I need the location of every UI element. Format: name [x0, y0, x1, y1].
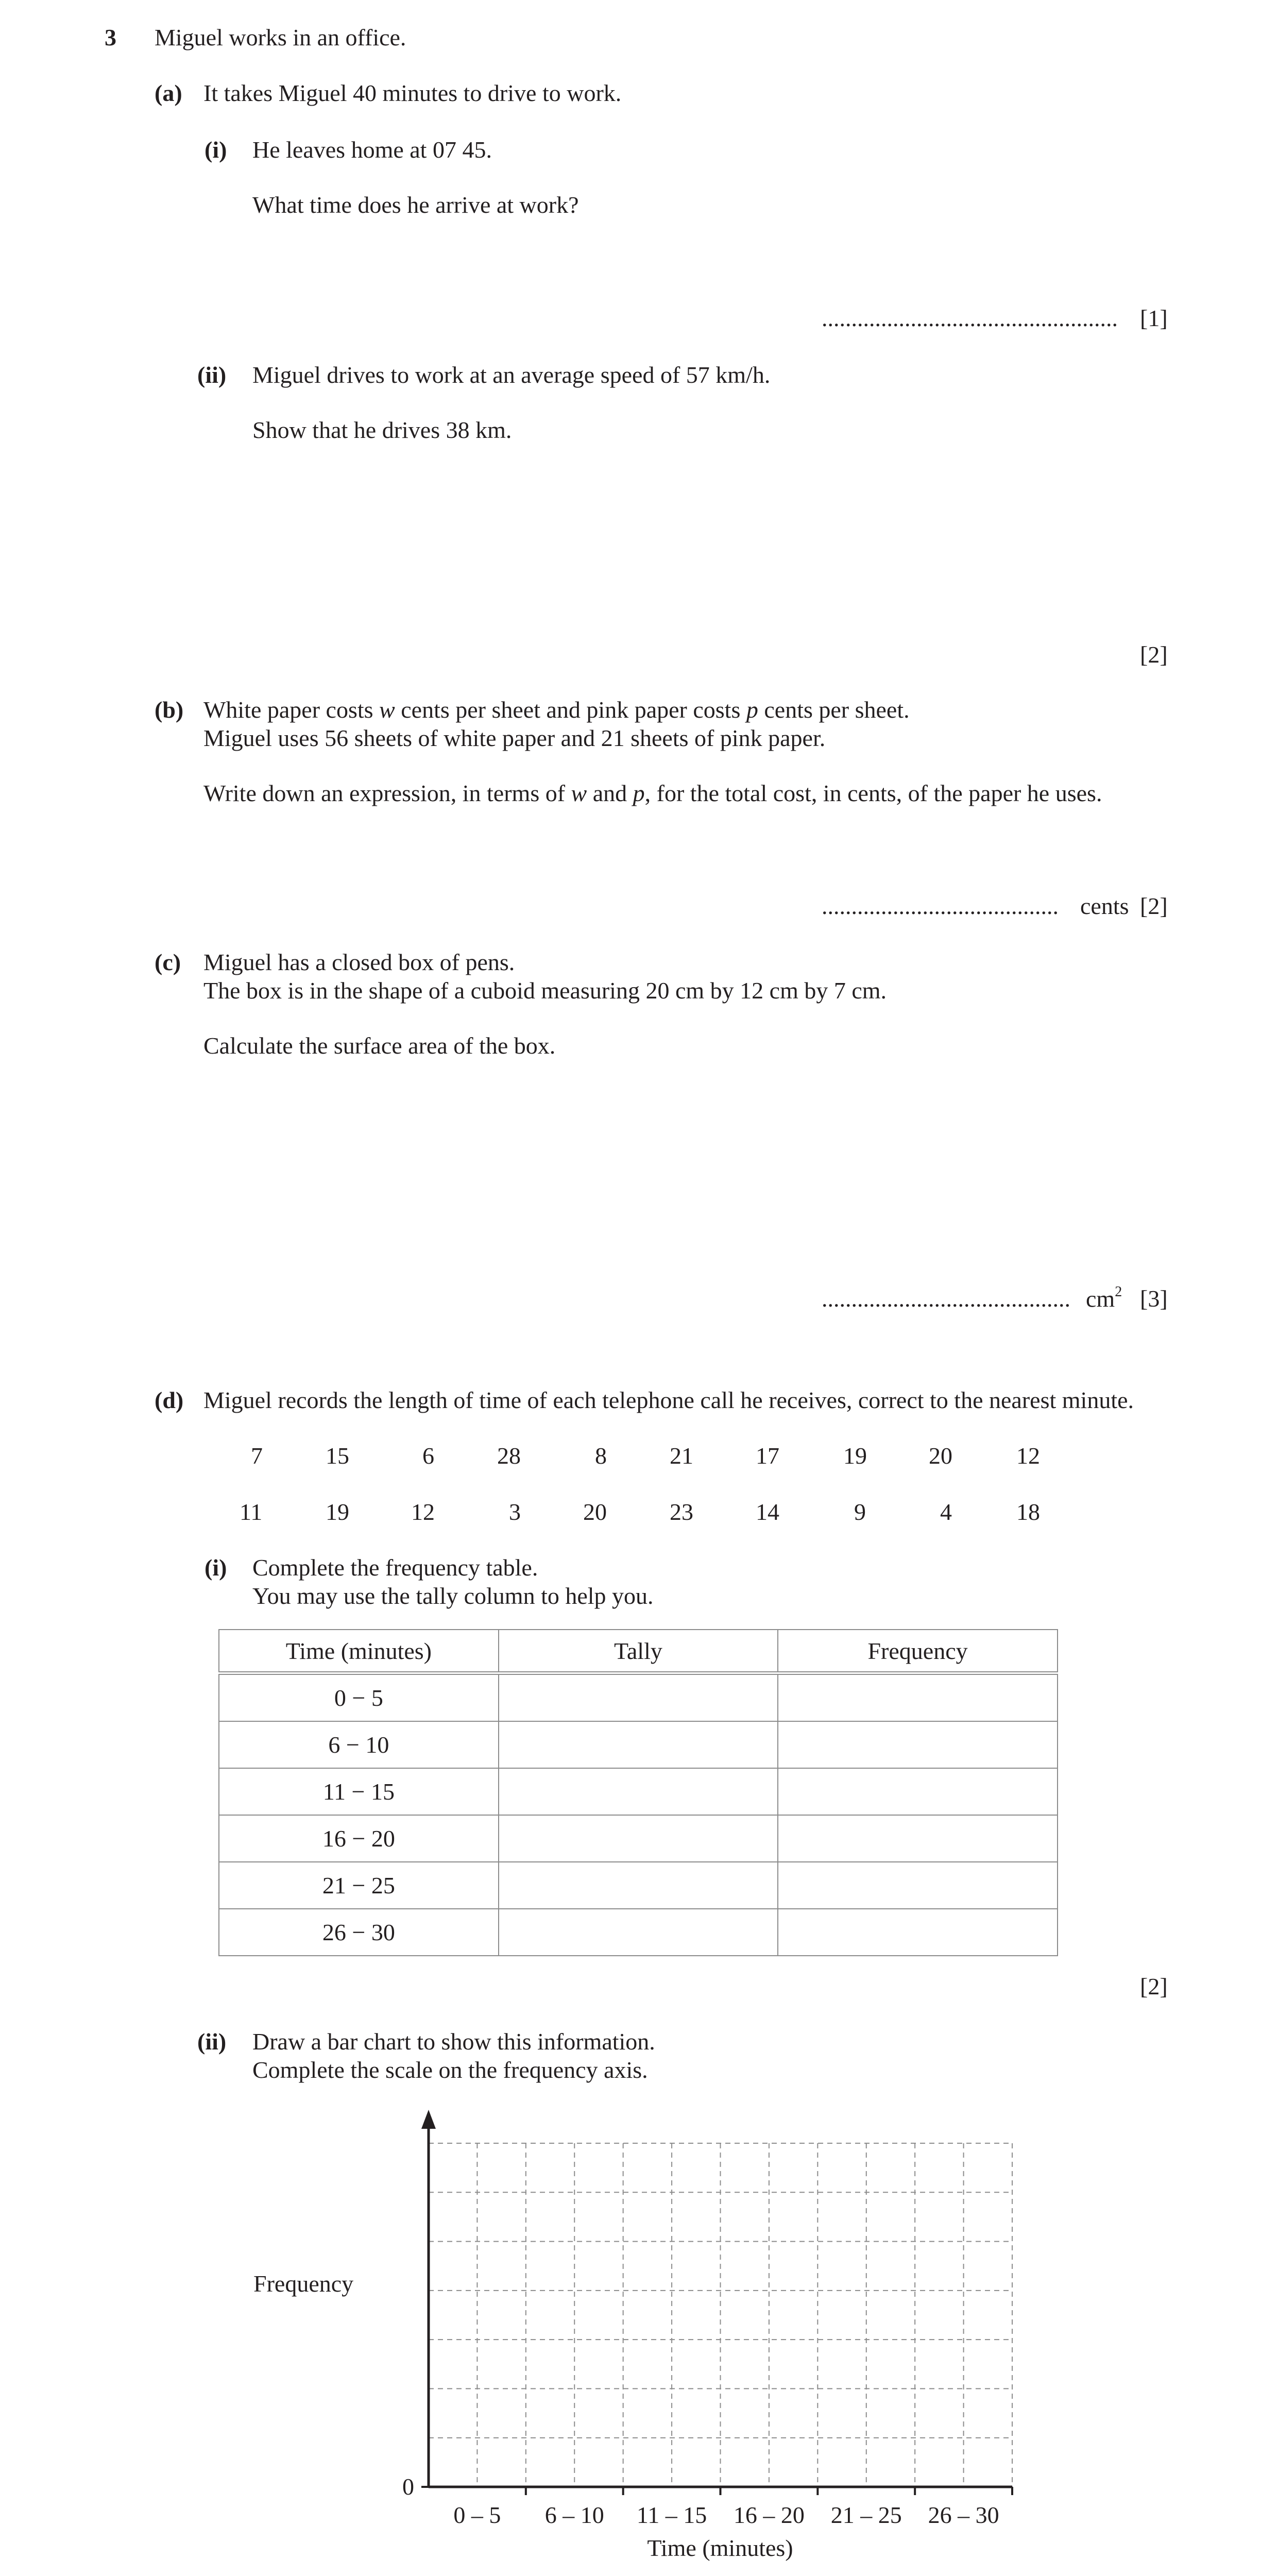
x-tick-label: 26 – 30	[928, 2502, 999, 2528]
x-axis-label: Time (minutes)	[647, 2535, 793, 2561]
marks-c: [3]	[1140, 1285, 1168, 1312]
data-value: 21	[670, 1443, 693, 1469]
data-value: 6	[422, 1443, 434, 1469]
column-header-time: Time (minutes)	[219, 1630, 499, 1673]
part-b-line3: Write down an expression, in terms of w and p, for the total cost, in cents, of the paper he uses.	[203, 780, 1102, 806]
answer-line-b[interactable]: ........................................	[822, 894, 1059, 918]
chart-labels	[253, 2270, 793, 2561]
variable-w: w	[379, 697, 395, 723]
part-a-ii-line1: Miguel drives to work at an average speed of 57 km/h.	[252, 362, 771, 388]
data-value: 8	[595, 1443, 607, 1469]
part-c-line2: The box is in the shape of a cuboid measuring 20 cm by 12 cm by 7 cm.	[203, 977, 887, 1004]
part-d-i-label: (i)	[205, 1554, 227, 1581]
axis-arrowhead-icon	[421, 2110, 436, 2129]
part-b-line2: Miguel uses 56 sheets of white paper and 21 sheets of pink paper.	[203, 725, 826, 751]
part-c-line1: Miguel has a closed box of pens.	[203, 949, 515, 975]
part-d-i-line1: Complete the frequency table.	[252, 1554, 538, 1581]
part-b-label: (b)	[155, 697, 184, 723]
part-a-ii-line2: Show that he drives 38 km.	[252, 417, 512, 443]
data-value: 9	[854, 1499, 866, 1525]
data-value: 14	[756, 1499, 779, 1525]
part-c-line3: Calculate the surface area of the box.	[203, 1032, 556, 1059]
answer-line-c[interactable]: ..........................................	[822, 1287, 1070, 1311]
part-c-label: (c)	[155, 949, 181, 975]
data-value: 3	[509, 1499, 521, 1525]
unit-cents: cents	[1080, 893, 1129, 919]
part-a-text: It takes Miguel 40 minutes to drive to work.	[203, 80, 622, 106]
time-group-cell: 21 − 25	[219, 1862, 499, 1909]
time-group-cell: 16 − 20	[219, 1815, 499, 1862]
marks-a-i: [1]	[1140, 305, 1168, 331]
column-header-frequency: Frequency	[778, 1630, 1058, 1673]
data-value: 20	[583, 1499, 607, 1525]
x-ticks	[453, 2487, 1012, 2528]
column-header-tally: Tally	[499, 1630, 778, 1673]
marks-b: [2]	[1140, 893, 1168, 919]
y-tick-label: 0	[402, 2473, 414, 2500]
part-d-ii-line2: Complete the scale on the frequency axis.	[252, 2057, 648, 2083]
part-d-i-line2: You may use the tally column to help you.	[252, 1583, 654, 1609]
y-axis-label: Frequency	[253, 2270, 354, 2297]
question-number: 3	[105, 24, 116, 50]
data-value: 20	[929, 1443, 952, 1469]
marks-d-i: [2]	[1140, 1973, 1168, 1999]
x-tick-label: 11 – 15	[636, 2502, 707, 2528]
data-value: 19	[326, 1499, 349, 1525]
part-a-i-line2: What time does he arrive at work?	[252, 192, 579, 218]
variable-p: p	[633, 780, 645, 806]
data-value: 17	[756, 1443, 779, 1469]
data-value: 18	[1016, 1499, 1040, 1525]
part-d-text: Miguel records the length of time of each telephone call he receives, correct to the nearest minute.	[203, 1387, 1134, 1413]
unit-cm2: $cm^2$	[1086, 1284, 1122, 1312]
part-a-i-label: (i)	[205, 137, 227, 163]
data-value: 7	[251, 1443, 263, 1469]
time-group-cell: 6 − 10	[219, 1721, 499, 1768]
part-a-ii-label: (ii)	[197, 362, 227, 388]
time-group-cell: 11 − 15	[219, 1768, 499, 1815]
x-tick-label: 6 – 10	[544, 2502, 604, 2528]
part-d-ii-label: (ii)	[197, 2028, 227, 2055]
data-value: 11	[240, 1499, 263, 1525]
part-b-line1: White paper costs w cents per sheet and pink paper costs p cents per sheet.	[203, 697, 910, 723]
data-value: 12	[1016, 1443, 1040, 1469]
data-value: 23	[670, 1499, 693, 1525]
variable-p: p	[746, 697, 758, 723]
marks-a-ii: [2]	[1140, 641, 1168, 668]
data-value: 28	[497, 1443, 521, 1469]
part-a-i-line1: He leaves home at 07 45.	[252, 137, 492, 163]
time-group-cell: 26 − 30	[219, 1909, 499, 1956]
variable-w: w	[571, 780, 587, 806]
data-value: 4	[940, 1499, 952, 1525]
part-a-label: (a)	[155, 80, 182, 106]
part-d-label: (d)	[155, 1387, 184, 1413]
x-tick-label: 16 – 20	[733, 2502, 805, 2528]
data-value: 12	[411, 1499, 435, 1525]
data-value: 19	[843, 1443, 867, 1469]
time-group-cell: 0 − 5	[219, 1673, 499, 1722]
question-intro: Miguel works in an office.	[155, 24, 406, 50]
chart-grid	[429, 2143, 1012, 2487]
chart-axes	[421, 2110, 1012, 2487]
answer-line-a-i[interactable]: ..................................................	[822, 307, 1118, 330]
data-value: 15	[326, 1443, 349, 1469]
x-tick-label: 21 – 25	[830, 2502, 902, 2528]
part-d-ii-line1: Draw a bar chart to show this information.	[252, 2028, 655, 2055]
x-tick-label: 0 – 5	[453, 2502, 501, 2528]
